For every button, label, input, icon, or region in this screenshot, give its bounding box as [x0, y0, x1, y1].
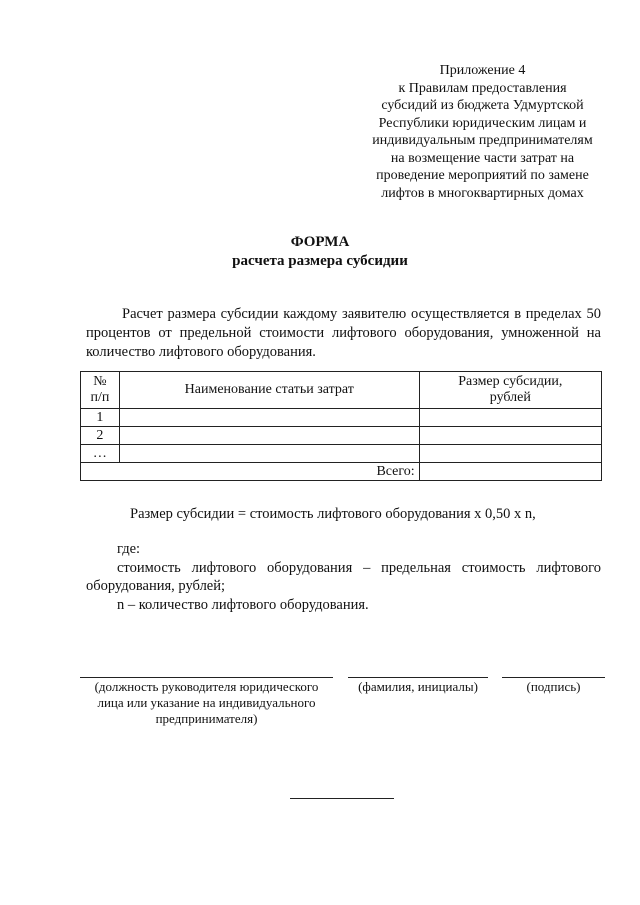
appendix-line: Республики юридическим лицам и [378, 115, 587, 131]
row-amount [419, 427, 601, 445]
where-label: где: [117, 541, 141, 557]
row-number: … [81, 445, 120, 463]
name-signature-line [348, 677, 488, 678]
table-total-row [81, 463, 602, 481]
total-label: Всего: [81, 463, 420, 481]
appendix-line: лифтов в многоквартирных домах [381, 185, 584, 201]
header-sum-line2: рублей [489, 390, 531, 405]
position-caption: (должность руководителя юридического лица или указание на индивидуального предпринимателя) [94, 679, 319, 726]
table-row [81, 409, 602, 427]
table-header-row [81, 372, 602, 409]
row-number: 2 [81, 427, 120, 445]
row-amount [419, 445, 601, 463]
table-row [81, 445, 602, 463]
position-signature-line [80, 677, 333, 678]
table-row [81, 427, 602, 445]
row-amount [419, 409, 601, 427]
form-title: ФОРМА [290, 234, 350, 250]
name-caption: (фамилия, инициалы) [358, 679, 478, 694]
where-item-cost: стоимость лифтового оборудования – предельная стоимость лифтового оборудования, рублей; [86, 559, 601, 594]
intro-paragraph: Расчет размера субсидии каждому заявителю осуществляется в пределах 50 процентов от предельной стоимости лифтового оборудования, умноженной на количество лифтового оборудования. [86, 306, 601, 360]
where-item-count: n – количество лифтового оборудования. [117, 596, 369, 613]
appendix-line: индивидуальным предпринимателям [372, 133, 593, 148]
header-sum-line1: Размер субсидии, [458, 374, 563, 389]
where-block [86, 540, 601, 614]
signature-line [502, 677, 605, 678]
appendix-block [355, 62, 610, 202]
appendix-line: Приложение 4 [439, 63, 526, 78]
appendix-line: проведение мероприятий по замене [376, 168, 589, 183]
row-item-name [119, 445, 419, 463]
header-number [81, 372, 120, 409]
form-subtitle: расчета размера субсидии [232, 253, 408, 269]
header-number-line2: п/п [90, 390, 110, 405]
appendix-line: к Правилам предоставления [398, 80, 567, 96]
total-amount [419, 463, 601, 481]
bottom-separator-line [290, 798, 394, 799]
header-number-line1: № [93, 374, 107, 389]
header-subsidy-amount [419, 372, 601, 409]
appendix-line: на возмещение части затрат на [390, 150, 575, 166]
row-item-name [119, 409, 419, 427]
appendix-line: субсидий из бюджета Удмуртской [381, 98, 584, 113]
signature-caption: (подпись) [526, 679, 581, 694]
formula: Размер субсидии = стоимость лифтового оборудования х 0,50 х n, [130, 506, 536, 522]
header-item-name: Наименование статьи затрат [119, 372, 419, 409]
row-item-name [119, 427, 419, 445]
cost-table [80, 371, 602, 481]
row-number: 1 [81, 409, 120, 427]
